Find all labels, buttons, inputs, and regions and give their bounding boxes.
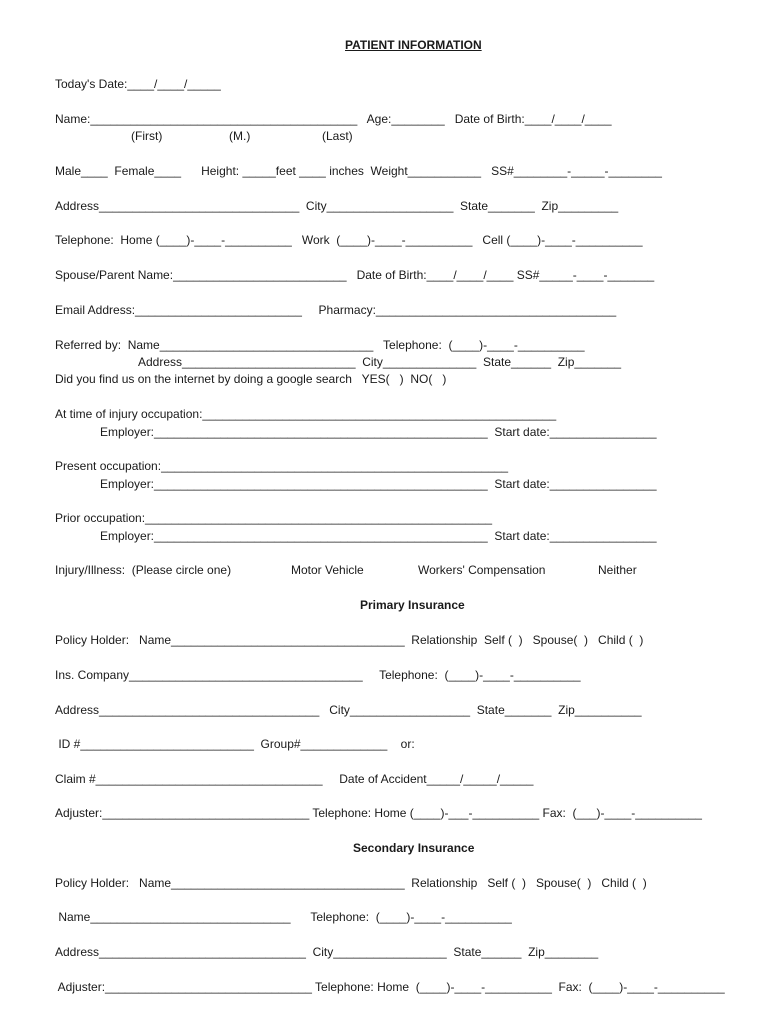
name-last-caption: (Last) — [322, 129, 353, 143]
name-first-caption: (First) — [131, 129, 163, 143]
referred-by-row[interactable]: Referred by: Name________________________________ Telephone: (____)-____-__________ — [55, 338, 585, 352]
secondary-policy-holder-row[interactable]: Policy Holder: Name___________________________________ Relationship Self ( ) Spouse( ) Child ( ) — [55, 876, 647, 890]
address-row[interactable]: Address______________________________ City___________________ State_______ Zip_________ — [55, 199, 619, 213]
present-occupation-field[interactable]: Present occupation:____________________________________________________ — [55, 459, 509, 473]
todays-date-field[interactable]: Today's Date:____/____/_____ — [55, 77, 221, 91]
secondary-name-row[interactable]: Name______________________________ Telephone: (____)-____-__________ — [55, 910, 512, 924]
google-search-question[interactable]: Did you find us on the internet by doing a google search YES( ) NO( ) — [55, 372, 447, 386]
prior-occupation-field[interactable]: Prior occupation:____________________________________________________ — [55, 511, 493, 525]
secondary-insurance-heading: Secondary Insurance — [353, 841, 475, 855]
option-workers-compensation[interactable]: Workers' Compensation — [418, 563, 546, 577]
option-neither[interactable]: Neither — [598, 563, 637, 577]
injury-illness-label: Injury/Illness: (Please circle one) — [55, 563, 232, 577]
primary-ins-company-row[interactable]: Ins. Company___________________________________ Telephone: (____)-____-__________ — [55, 668, 581, 682]
primary-insurance-heading: Primary Insurance — [360, 598, 465, 612]
name-age-dob-row[interactable]: Name:________________________________________ Age:________ Date of Birth:____/____/____ — [55, 112, 612, 126]
injury-occupation-field[interactable]: At time of injury occupation:_____________________________________________________ — [55, 407, 557, 421]
prior-employer-field[interactable]: Employer:__________________________________________________ Start date:________________ — [100, 529, 657, 543]
spouse-parent-row[interactable]: Spouse/Parent Name:__________________________ Date of Birth:____/____/____ SS#_____-____-_______ — [55, 268, 655, 282]
gender-height-weight-ssn-row[interactable]: Male____ Female____ Height: _____feet ____ inches Weight___________ SS#________-_____-________ — [55, 164, 662, 178]
secondary-address-row[interactable]: Address_______________________________ City_________________ State______ Zip________ — [55, 945, 599, 959]
email-pharmacy-row[interactable]: Email Address:_________________________ Pharmacy:____________________________________ — [55, 303, 617, 317]
secondary-adjuster-row[interactable]: Adjuster:_______________________________ Telephone: Home (____)-____-__________ Fax: (____)-____-__________ — [55, 980, 725, 994]
page-title: PATIENT INFORMATION — [345, 38, 482, 52]
telephone-row[interactable]: Telephone: Home (____)-____-__________ Work (____)-____-__________ Cell (____)-____-__________ — [55, 233, 643, 247]
primary-id-group-row[interactable]: ID #__________________________ Group#_____________ or: — [55, 737, 415, 751]
primary-adjuster-row[interactable]: Adjuster:_______________________________ Telephone: Home (____)-___-__________ Fax: (___)-____-__________ — [55, 806, 702, 820]
primary-claim-row[interactable]: Claim #__________________________________ Date of Accident_____/_____/_____ — [55, 772, 534, 786]
present-employer-field[interactable]: Employer:__________________________________________________ Start date:________________ — [100, 477, 657, 491]
primary-policy-holder-row[interactable]: Policy Holder: Name___________________________________ Relationship Self ( ) Spouse( ) Child ( ) — [55, 633, 644, 647]
option-motor-vehicle[interactable]: Motor Vehicle — [291, 563, 364, 577]
injury-employer-field[interactable]: Employer:__________________________________________________ Start date:________________ — [100, 425, 657, 439]
referred-address-row[interactable]: Address__________________________ City______________ State______ Zip_______ — [138, 355, 622, 369]
primary-address-row[interactable]: Address_________________________________ City__________________ State_______ Zip__________ — [55, 703, 642, 717]
name-mi-caption: (M.) — [229, 129, 251, 143]
